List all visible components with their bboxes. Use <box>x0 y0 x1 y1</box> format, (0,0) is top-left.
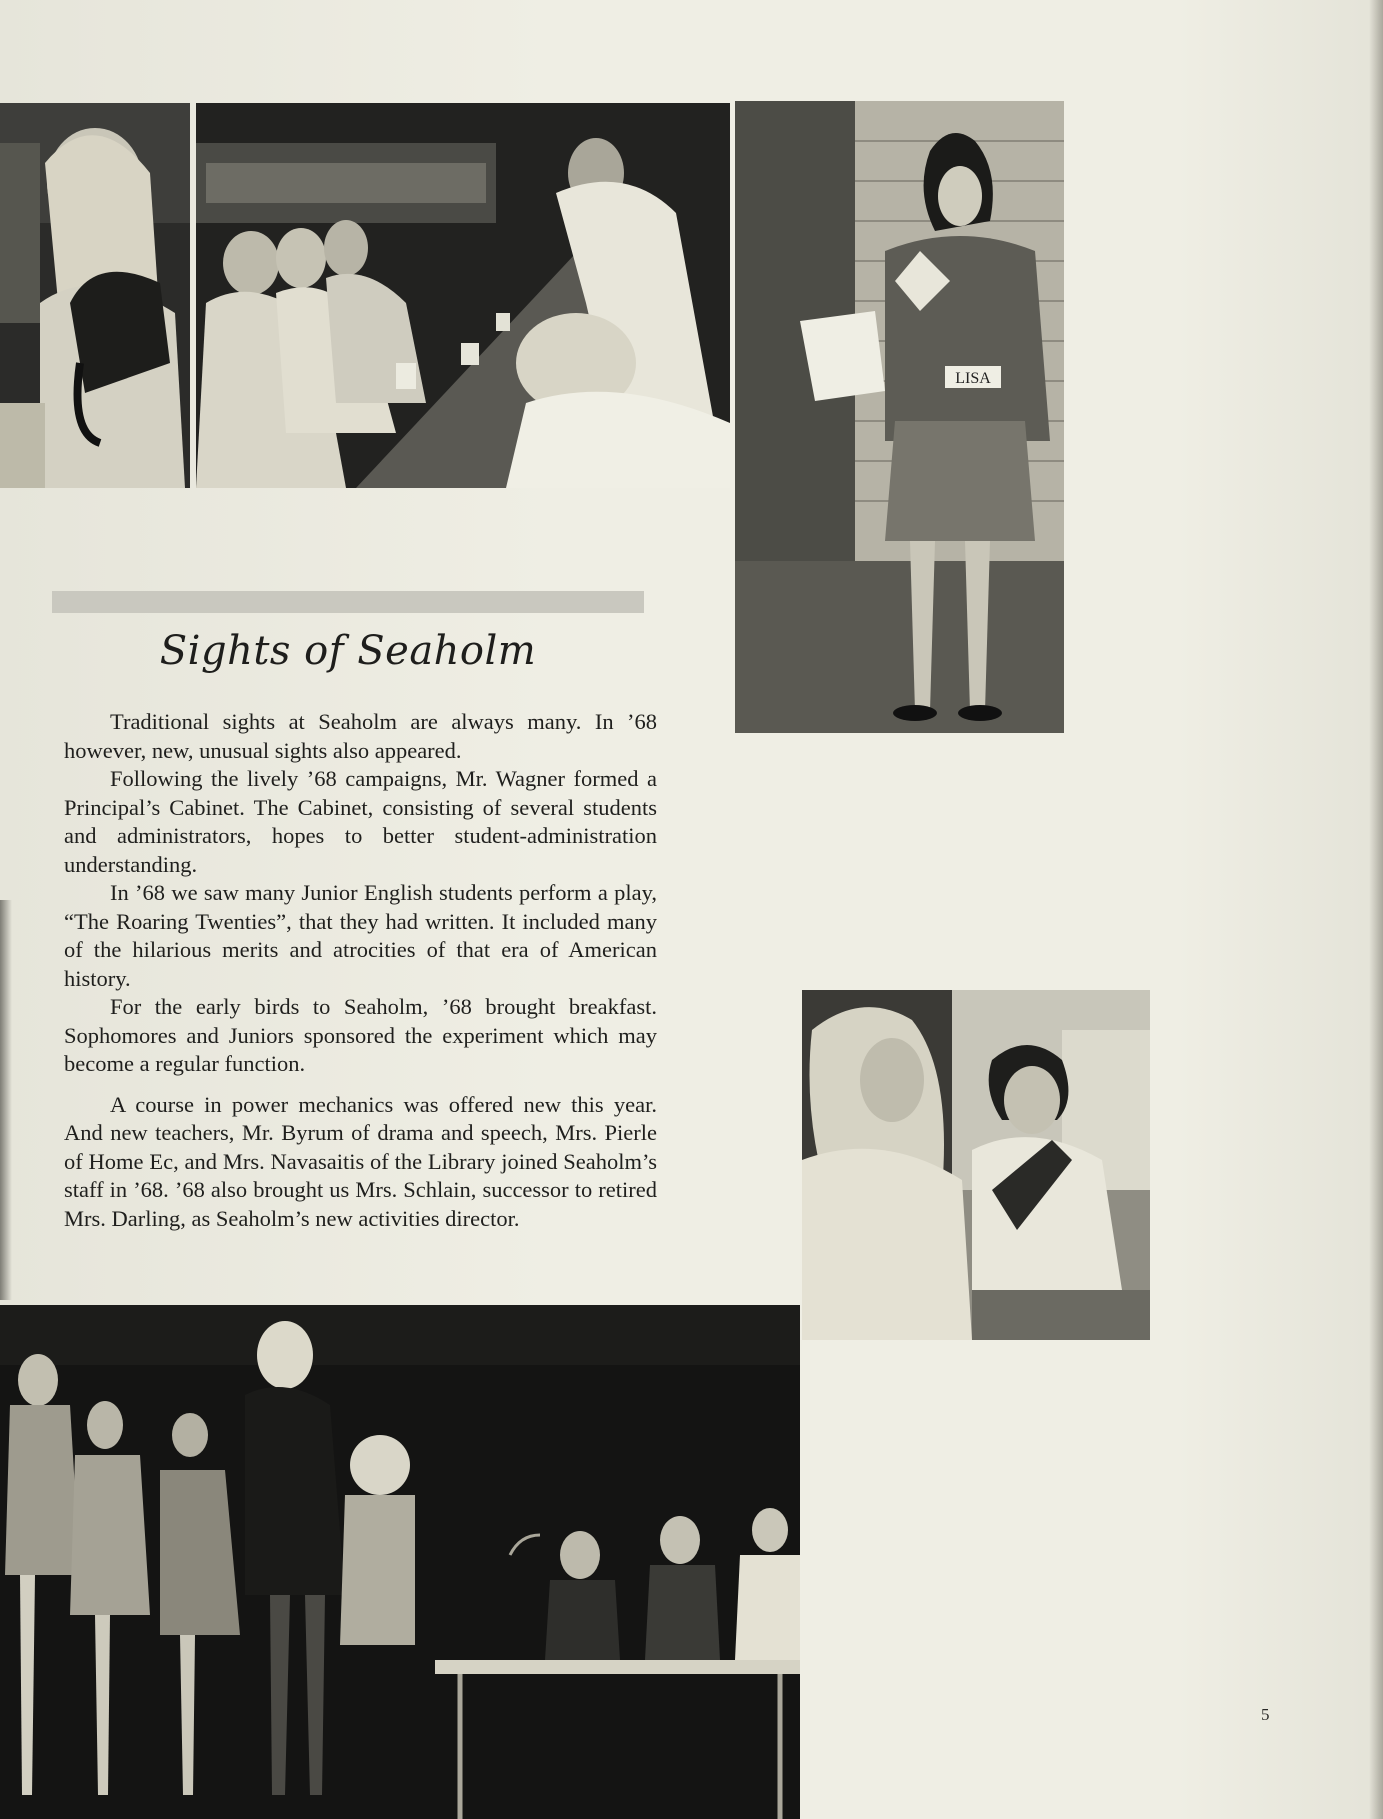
paragraph: For the early birds to Seaholm, ’68 brought breakfast. Sophomores and Juniors sponsored the experiment which may become a regular function. <box>64 994 657 1076</box>
paragraph: Following the lively ’68 campaigns, Mr. Wagner formed a Principal’s Cabinet. The Cabinet, consisting of several students and administrators, hopes to better student-administration understanding. <box>64 766 657 877</box>
paragraph: Traditional sights at Seaholm are always many. In ’68 however, new, unusual sights also appeared. <box>64 709 657 763</box>
section-rule <box>52 591 644 613</box>
photo-campaign-girl <box>735 101 1064 733</box>
page-heading: Sights of Seaholm <box>159 628 537 674</box>
photo-girl-with-handbag <box>0 103 190 488</box>
campaign-sign-text: LISA <box>955 370 991 387</box>
photo-cafeteria-breakfast <box>196 103 730 488</box>
paragraph: In ’68 we saw many Junior English students perform a play, “The Roaring Twenties”, that they had written. It included many of the hilarious merits and atrocities of that era of American history. <box>64 880 657 991</box>
photo-roaring-twenties-play <box>0 1305 800 1819</box>
page-edge-shadow <box>1369 0 1383 1819</box>
photo-student-and-teacher <box>802 990 1150 1340</box>
page-number: 5 <box>1261 1705 1270 1724</box>
article-body <box>64 708 657 1233</box>
paragraph: A course in power mechanics was offered new this year. And new teachers, Mr. Byrum of drama and speech, Mrs. Pierle of Home Ec, and Mrs. Navasaitis of the Library joined Seaholm’s staff in ’68. ’68 also brought us Mrs. Schlain, successor to retired Mrs. Darling, as Seaholm’s new activities director. <box>64 1091 657 1231</box>
page-gutter-shadow <box>0 900 12 1300</box>
